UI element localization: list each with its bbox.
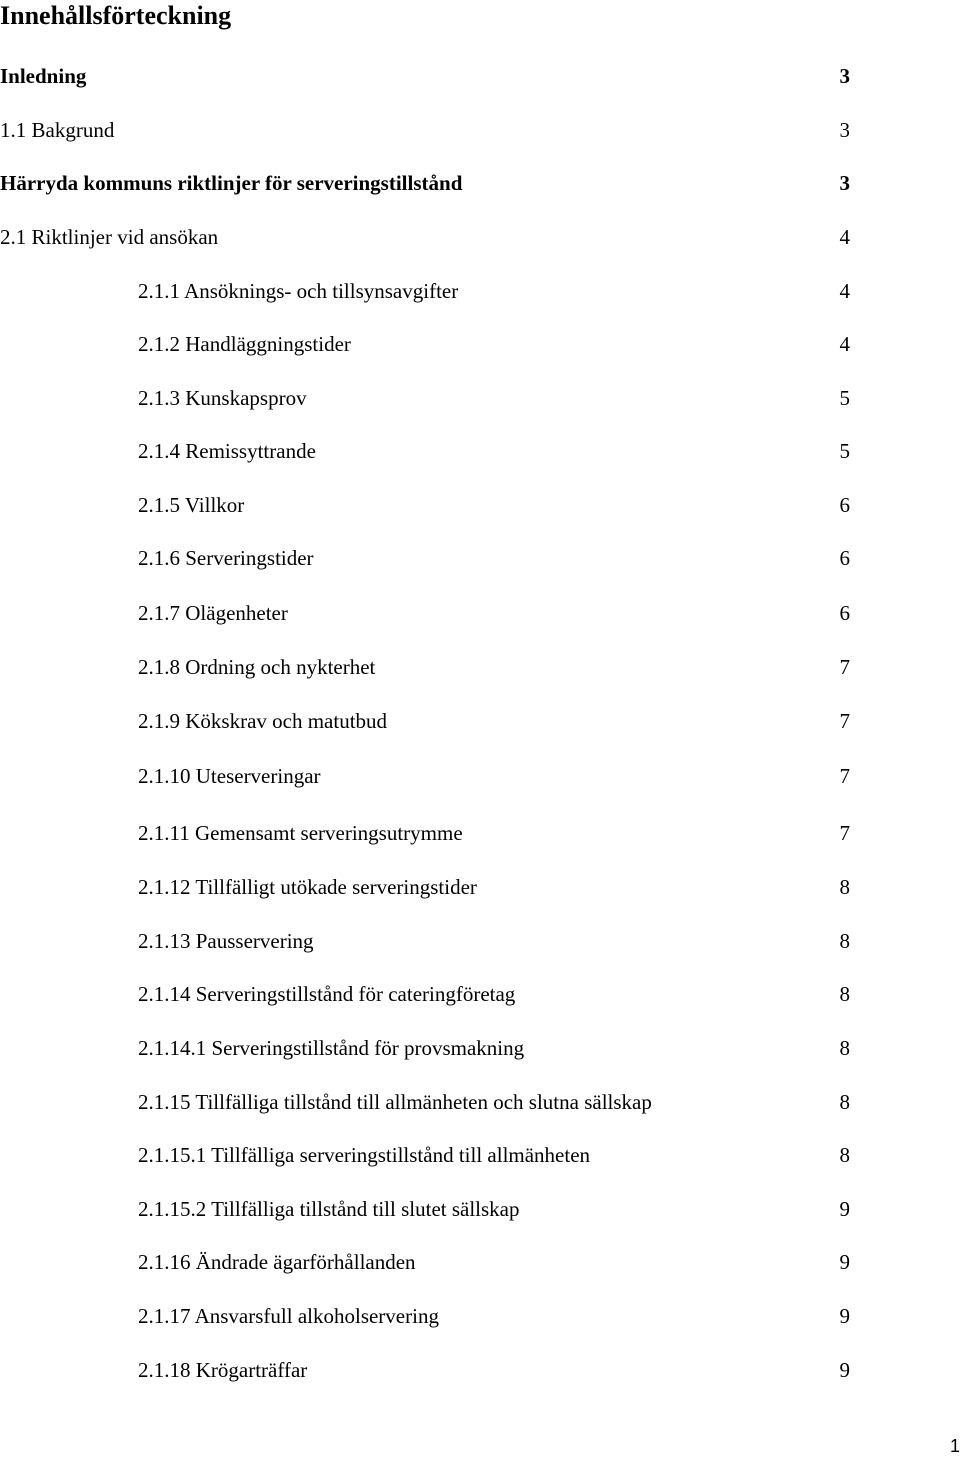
toc-entry[interactable] (0, 1194, 960, 1224)
toc-entry[interactable] (0, 926, 960, 956)
toc-entry-label: 2.1.6 Serveringstider (138, 546, 314, 570)
toc-entry-page: 6 (839, 493, 850, 517)
toc-entry-label: 2.1.15.2 Tillfälliga tillstånd till slutet sällskap (138, 1197, 520, 1221)
toc-entry-page: 4 (839, 279, 850, 303)
toc-entry[interactable] (0, 168, 960, 198)
toc-entry-page: 8 (839, 1143, 850, 1167)
toc-entry-label: 2.1.5 Villkor (138, 493, 245, 517)
toc-entry-page: 7 (839, 764, 850, 788)
toc-entry-page: 9 (839, 1304, 850, 1328)
toc-entry-label: 2.1.16 Ändrade ägarförhållanden (138, 1250, 416, 1274)
toc-entry-page: 3 (839, 118, 850, 142)
toc-entry[interactable] (0, 383, 960, 413)
toc-entry-label: 2.1.18 Krögarträffar (138, 1358, 308, 1382)
toc-entry-label: 2.1.15 Tillfälliga tillstånd till allmänheten och slutna sällskap (138, 1090, 652, 1114)
toc-entry[interactable] (0, 276, 960, 306)
toc-entry[interactable] (0, 1033, 960, 1063)
toc-entry-label: 2.1.10 Uteserveringar (138, 764, 321, 788)
toc-entry-label: 2.1.9 Kökskrav och matutbud (138, 709, 388, 733)
toc-entry[interactable] (0, 598, 960, 628)
toc-entry-label: 2.1.11 Gemensamt serveringsutrymme (138, 821, 463, 845)
toc-entry-label: 2.1.17 Ansvarsfull alkoholservering (138, 1304, 439, 1328)
toc-entry-page: 6 (839, 546, 850, 570)
toc-entry[interactable] (0, 1087, 960, 1117)
toc-entry-label: 2.1.13 Pausservering (138, 929, 314, 953)
toc-entry-label: 2.1.15.1 Tillfälliga serveringstillstånd till allmänheten (138, 1143, 591, 1167)
toc-entry-page: 8 (839, 875, 850, 899)
toc-entry-page: 8 (839, 1090, 850, 1114)
toc-entry-page: 7 (839, 821, 850, 845)
toc-entry[interactable] (0, 543, 960, 573)
toc-entry-label: 2.1.3 Kunskapsprov (138, 386, 307, 410)
toc-entry[interactable] (0, 818, 960, 848)
toc-entry[interactable] (0, 706, 960, 736)
toc-entry[interactable] (0, 872, 960, 902)
toc-entry-page: 3 (839, 171, 850, 195)
toc-entry-label: 2.1.1 Ansöknings- och tillsynsavgifter (138, 279, 459, 303)
toc-entry-page: 6 (839, 601, 850, 625)
toc-entry[interactable] (0, 222, 960, 252)
toc-entry-label: 2.1.7 Olägenheter (138, 601, 288, 625)
toc-entry[interactable] (0, 436, 960, 466)
toc-entry-label: 2.1.8 Ordning och nykterhet (138, 655, 376, 679)
toc-entry-page: 7 (839, 655, 850, 679)
toc-entry[interactable] (0, 329, 960, 359)
toc-entry-page: 9 (839, 1250, 850, 1274)
toc-entry-page: 3 (839, 64, 850, 88)
toc-entry-page: 5 (839, 439, 850, 463)
toc-entry-label: 2.1.14 Serveringstillstånd för cateringföretag (138, 982, 516, 1006)
page-title: Innehållsförteckning (0, 1, 232, 30)
toc-entry-page: 4 (839, 225, 850, 249)
toc-entry-label: 1.1 Bakgrund (0, 118, 115, 142)
toc-entry[interactable] (0, 761, 960, 791)
toc-entry-page: 8 (839, 982, 850, 1006)
toc-entry-label: Härryda kommuns riktlinjer för serveringstillstånd (0, 171, 463, 195)
toc-entry[interactable] (0, 652, 960, 682)
toc-entry-page: 8 (839, 1036, 850, 1060)
toc-entry[interactable] (0, 115, 960, 145)
toc-entry-page: 9 (839, 1358, 850, 1382)
toc-entry-label: 2.1.4 Remissyttrande (138, 439, 316, 463)
toc-entry-label: 2.1.12 Tillfälligt utökade serveringstider (138, 875, 477, 899)
toc-entry[interactable] (0, 979, 960, 1009)
toc-entry-label: 2.1 Riktlinjer vid ansökan (0, 225, 219, 249)
toc-entry-label: 2.1.14.1 Serveringstillstånd för provsmakning (138, 1036, 525, 1060)
toc-entry-page: 4 (839, 332, 850, 356)
toc-entry[interactable] (0, 61, 960, 91)
toc-entry-page: 5 (839, 386, 850, 410)
toc-entry[interactable] (0, 1140, 960, 1170)
toc-entry-page: 7 (839, 709, 850, 733)
toc-entry-label: 2.1.2 Handläggningstider (138, 332, 351, 356)
toc-entry-page: 8 (839, 929, 850, 953)
toc-entry-page: 9 (839, 1197, 850, 1221)
footer-page-number: 1 (949, 1436, 960, 1456)
toc-entry[interactable] (0, 1301, 960, 1331)
toc-entry-label: Inledning (0, 64, 87, 88)
toc-entry[interactable] (0, 1247, 960, 1277)
toc-entry[interactable] (0, 1355, 960, 1385)
toc-entry[interactable] (0, 490, 960, 520)
